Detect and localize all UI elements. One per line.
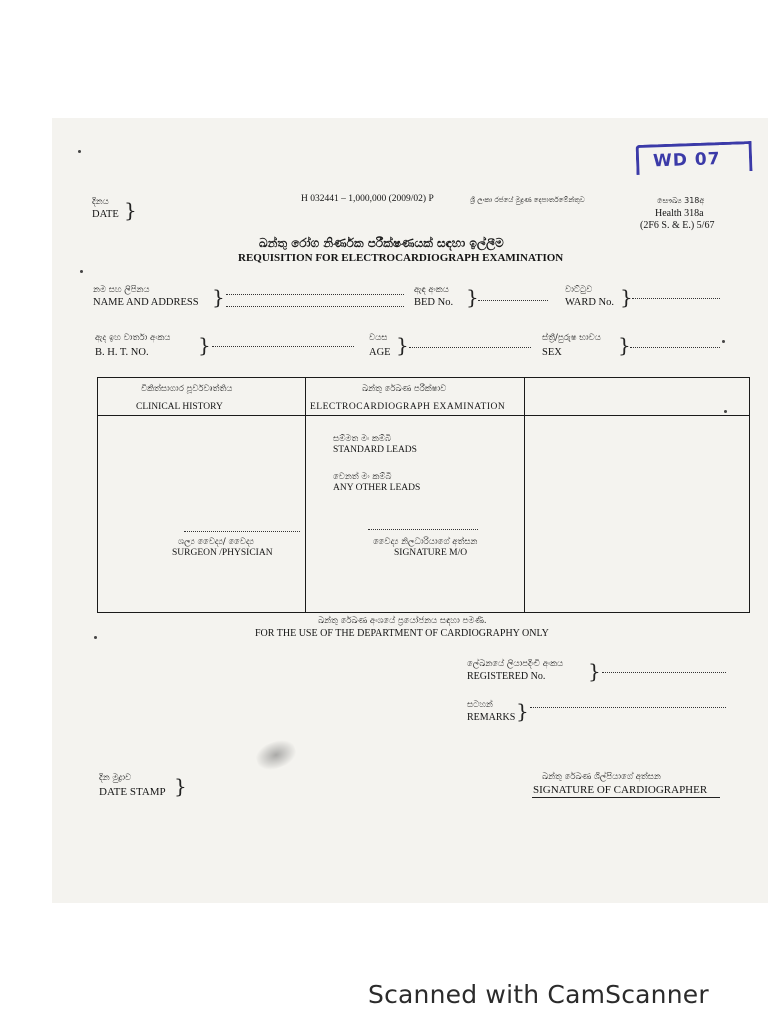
sex-label-si: ස්ත්‍රී/පුරුෂ භාවය	[542, 333, 601, 343]
form-number: Health 318a	[655, 208, 704, 219]
form-number-si: සෞඛ්‍ය 318අ	[657, 196, 705, 205]
department-note-si: ඛන්තු රේඛණ අංශයේ ප්‍රයෝජනය සඳහා පමණී.	[318, 616, 487, 626]
sex-label: SEX	[542, 347, 562, 358]
camscanner-watermark: Scanned with CamScanner	[368, 980, 709, 1009]
table-header-rule	[98, 415, 749, 416]
name-line-1[interactable]	[226, 294, 404, 295]
remarks-brace: }	[516, 699, 529, 723]
remarks-label: REMARKS	[467, 712, 516, 723]
mo-signature-line[interactable]	[368, 529, 478, 530]
title-si: ඛන්තු රෝග නිර්ණක පරීක්ෂණයක් සඳහා ඉල්ලීම	[259, 236, 504, 250]
scan-mark	[78, 150, 81, 153]
other-leads-label: ANY OTHER LEADS	[333, 483, 421, 493]
name-address-label: NAME AND ADDRESS	[93, 297, 199, 308]
scan-mark	[94, 636, 97, 639]
bed-brace: }	[466, 285, 479, 309]
bht-no-label: B. H. T. NO.	[95, 347, 149, 358]
bht-no-field[interactable]	[212, 346, 354, 347]
age-brace: }	[396, 333, 409, 357]
bed-no-label: BED No.	[414, 297, 454, 308]
clinical-history-si: විකිත්සාගාර පූර්වවෘත්තිය	[141, 384, 233, 394]
date-label-si: දිනය	[92, 197, 109, 207]
bht-brace: }	[198, 333, 211, 357]
registered-no-field[interactable]	[602, 672, 726, 673]
form-title: REQUISITION FOR ELECTROCARDIOGRAPH EXAMINATION	[238, 252, 564, 264]
date-stamp-brace: }	[174, 774, 187, 798]
age-field[interactable]	[409, 347, 531, 348]
standard-leads-label: STANDARD LEADS	[333, 445, 417, 455]
table-divider-2	[524, 378, 525, 612]
surgeon-physician-label: SURGEON /PHYSICIAN	[172, 548, 273, 558]
ward-no-field[interactable]	[632, 298, 720, 299]
surgeon-si: ශල්‍ය වෛද්‍ය/ වෛද්‍ය	[178, 537, 254, 547]
ward-label-si: වාට්ටුව	[565, 285, 593, 295]
age-label: AGE	[369, 347, 391, 358]
registered-no-label: REGISTERED No.	[467, 671, 546, 682]
bht-label-si: ඇද ඉහ වාර්තා අංකය	[95, 333, 171, 343]
registered-no-si: ලේඛනයේ ලියාපදිංචි අංකය	[467, 659, 564, 669]
clinical-history-header: CLINICAL HISTORY	[136, 402, 223, 412]
printer-credit: ශ්‍රී ලංකා රජයේ මුද්‍රණ දෙපාර්තමේන්තුව	[470, 196, 585, 204]
sex-brace: }	[618, 333, 631, 357]
mo-signature-si: වෛද්‍ය නිලධාරියාගේ අත්සන	[373, 537, 478, 547]
scan-mark	[722, 340, 725, 343]
cardiographer-signature-line[interactable]	[532, 797, 720, 798]
table-divider-1	[305, 378, 306, 612]
bed-no-field[interactable]	[478, 300, 548, 301]
scan-mark	[80, 270, 83, 273]
date-label: DATE	[92, 209, 119, 220]
ecg-exam-si: ඛන්තු රේඛණ පරීක්ෂාව	[362, 384, 447, 394]
remarks-field[interactable]	[530, 707, 726, 708]
mo-signature-label: SIGNATURE M/O	[394, 548, 468, 558]
ecg-exam-header: ELECTROCARDIOGRAPH EXAMINATION	[310, 402, 506, 412]
form-reference: (2F6 S. & E.) 5/67	[640, 220, 715, 231]
form-serial: H 032441 – 1,000,000 (2009/02) P	[301, 194, 434, 204]
surgeon-signature-line[interactable]	[184, 531, 300, 532]
date-brace: }	[124, 198, 137, 222]
age-label-si: වයස	[369, 333, 388, 343]
ward-no-label: WARD No.	[565, 297, 614, 308]
sex-field[interactable]	[630, 347, 720, 348]
cardiographer-signature-si: ඛන්තු රේඛණ ශිල්පියාගේ අත්සන	[542, 772, 661, 782]
other-leads-si: වෙනත් මං කම්බි	[333, 472, 392, 482]
cardiographer-signature-label: SIGNATURE OF CARDIOGRAPHER	[533, 784, 708, 796]
name-brace: }	[212, 285, 225, 309]
name-label-si: නම සහ ලිපිනය	[93, 285, 150, 295]
department-note: FOR THE USE OF THE DEPARTMENT OF CARDIOGRAPHY ONLY	[255, 628, 549, 639]
name-line-2[interactable]	[226, 306, 404, 307]
date-stamp-si: දින මුද්‍රාව	[99, 773, 132, 783]
remarks-si: සටහන්	[467, 700, 493, 710]
standard-leads-si: සම්මත මං කම්බි	[333, 434, 392, 444]
ward-brace: }	[620, 285, 633, 309]
date-stamp-label: DATE STAMP	[99, 786, 166, 798]
ward-stamp: WD 07	[636, 141, 753, 175]
bed-label-si: ඇඳ අංකය	[414, 285, 449, 295]
registered-brace: }	[588, 659, 601, 683]
examination-table	[97, 377, 750, 613]
scan-mark	[724, 410, 727, 413]
